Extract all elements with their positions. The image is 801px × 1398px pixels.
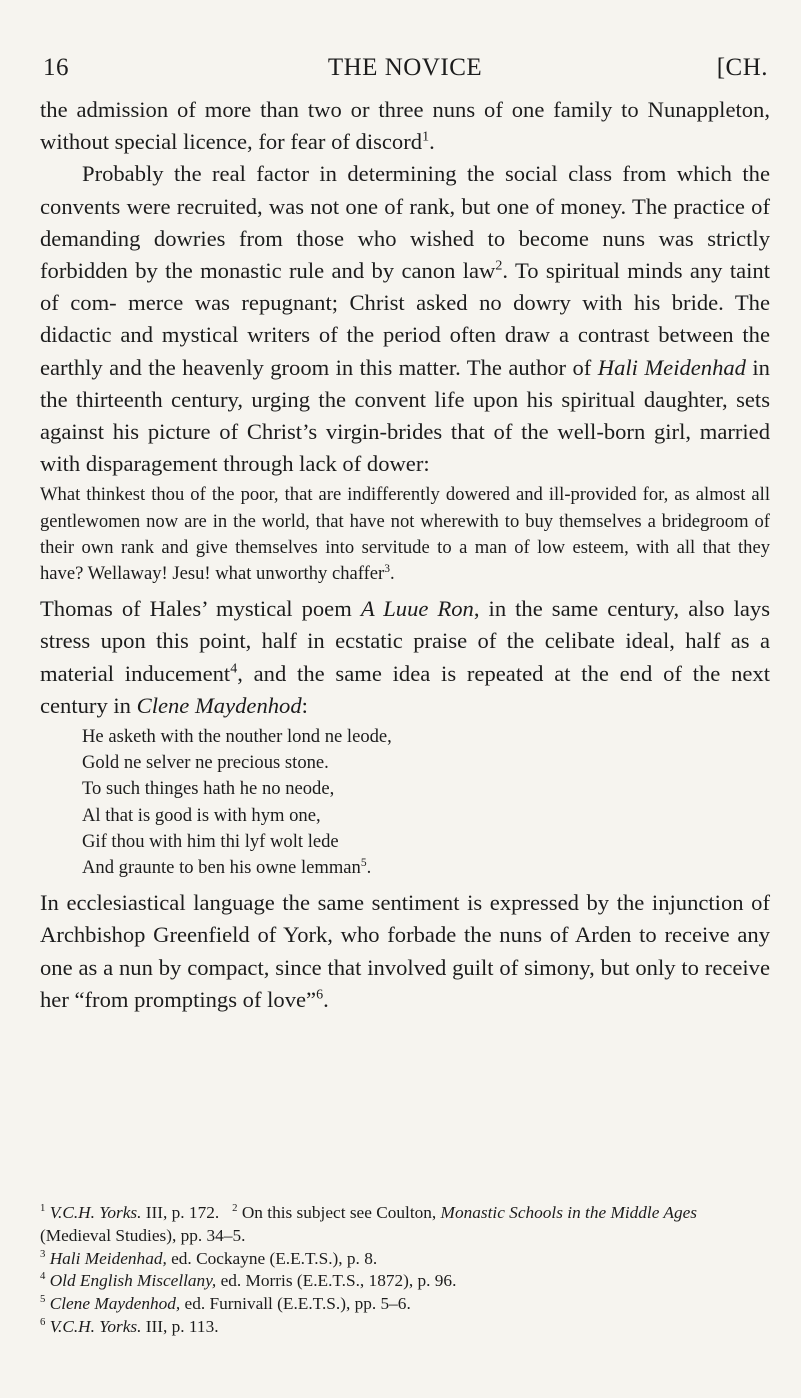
running-title: THE NOVICE: [327, 54, 483, 81]
work-title: Clene Maydenhod: [136, 692, 302, 718]
running-head: [40, 54, 770, 84]
footnote-ref: 2: [495, 258, 503, 274]
verse-line: Al that is good is with hym one,: [82, 804, 321, 826]
verse-line: To such thinges hath he no neode,: [82, 778, 335, 800]
verse-line: He asketh with the nouther lond ne leode,: [82, 726, 392, 748]
footnote-6: $^6$ V.C.H. Yorks. III, p. 113.: [40, 1316, 219, 1336]
page-number: 16: [43, 54, 69, 81]
footnote-ref: 6: [316, 987, 324, 1003]
footnotes: [40, 1202, 770, 1339]
paragraph-dowries: Probably the real factor in determining the social class from which the convents were recruited, was not one of rank, but one of money. The practice of demanding dowries from those who wished to become nuns was strictly forbidden by the monastic rule and by canon law$^2$. To spiritual minds any taint of com- merce was repugnant; Christ asked no dowry with his bride. The didactic and mystical writers of the period often draw a contrast between the earthly and the heavenly groom in this matter. The author of Hali Meidenhad in the thirteenth century, urging the convent life upon his spiritual daughter, sets against his picture of Christ’s virgin-brides that of the well-born girl, married with disparagement through lack of dower:: [40, 161, 770, 477]
footnote-1-2: $^1$ V.C.H. Yorks. III, p. 172. $^2$ On this subject see Coulton, Monastic Schools in the Middle Ages (Medieval Studies), pp. 34–5.: [40, 1202, 698, 1245]
verse-line: Gold ne selver ne precious stone.: [82, 752, 329, 774]
body-text: [40, 94, 770, 1016]
footnote-5: $^5$ Clene Maydenhod, ed. Furnivall (E.E.T.S.), pp. 5–6.: [40, 1293, 411, 1314]
verse-line: Gif thou with him thi lyf wolt lede: [82, 830, 339, 852]
footnote-3: $^3$ Hali Meidenhad, ed. Cockayne (E.E.T.S.), p. 8.: [40, 1247, 378, 1268]
footnote-ref: 4: [230, 661, 238, 677]
work-title: Hali Meidenhad: [597, 354, 746, 380]
chapter-mark: [CH.: [716, 54, 768, 81]
footnote-4: $^4$ Old English Miscellany, ed. Morris (E.E.T.S., 1872), p. 96.: [40, 1270, 457, 1291]
verse-line: And graunte to ben his owne lemman$^5$.: [82, 856, 372, 879]
block-quote: What thinkest thou of the poor, that are indifferently dowered and ill-provided for, as almost all gentlewomen now are in the world, that have not wherewith to buy themselves a bridegroom of their own rank and give themselves into servitude to a man of low esteem, with all that they have? Wellaway! Jesu! what unworthy chaffer$^3$.: [40, 484, 770, 585]
paragraph-luue-ron: Thomas of Hales’ mystical poem A Luue Ron, in the same century, also lays stress upon this point, half in ecstatic praise of the celibate ideal, half as a material inducement$^4$, and the same idea is repeated at the end of the next century in Clene Maydenhod:: [40, 596, 771, 718]
work-title: A Luue Ron: [360, 596, 474, 622]
footnote-ref: 3: [384, 562, 391, 575]
paragraph-continued: the admission of more than two or three nuns of one family to Nunappleton, without special licence, for fear of discord$^1$.: [40, 97, 770, 155]
paragraph-greenfield: In ecclesiastical language the same sentiment is expressed by the injunction of Archbishop Greenfield of York, who forbade the nuns of Arden to receive any one as a nun by compact, since that involved guilt of simony, but only to receive her “from promptings of love”$^6$.: [40, 890, 770, 1012]
verse-quote: [82, 724, 770, 881]
footnote-ref: 1: [422, 129, 430, 145]
footnote-ref: 5: [360, 856, 367, 869]
